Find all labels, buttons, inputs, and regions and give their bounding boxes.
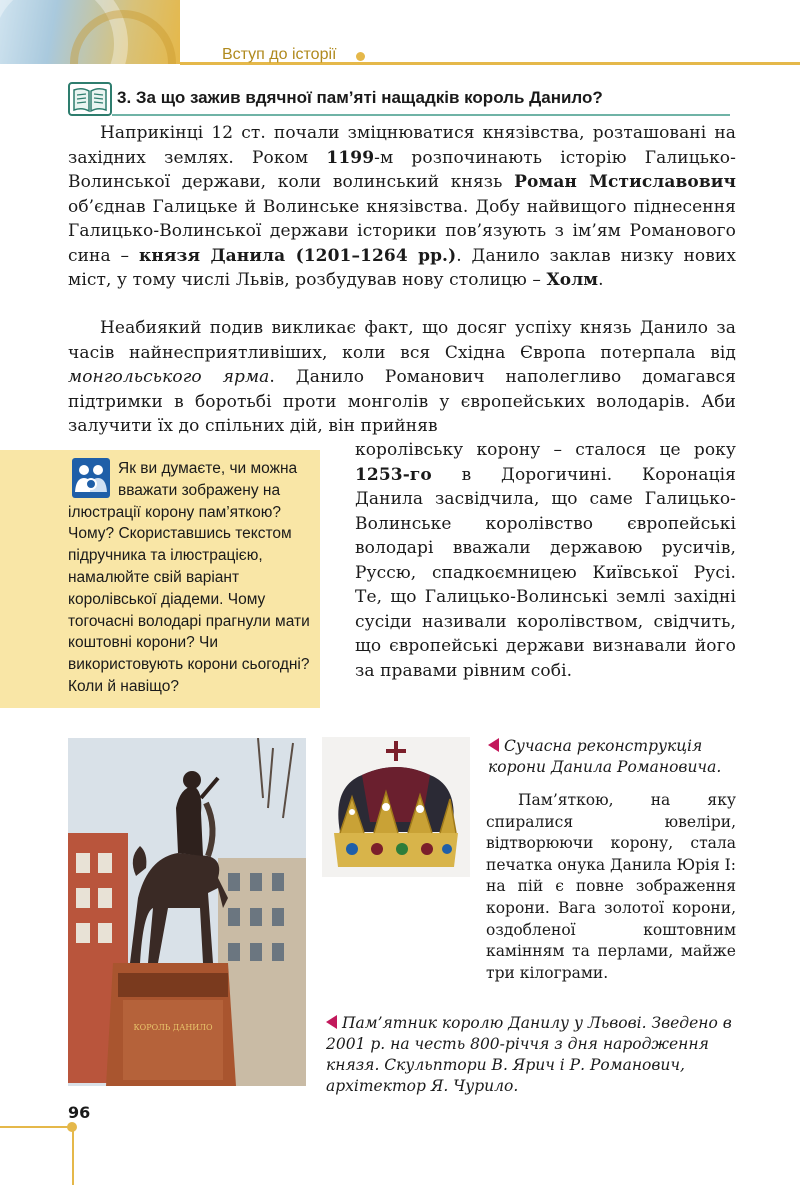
footer-rule <box>0 1126 74 1128</box>
question-text <box>68 458 318 698</box>
text-run: в Дорогичині. Коронація Данила засвідчила, що саме Галицько-Волинське королівство європейські володарі вважали державою русичів, Руссю, спадкоємницею Київської Русі. Те, що Галицько-Волинські землі західні сусіди називали королівством, свідчить, що європейські держави визнавали його за правами рівним собі. <box>355 464 736 681</box>
plinth-inscription: КОРОЛЬ ДАНИЛО <box>133 1023 213 1032</box>
text-run: -м розпочинають історію Галицько-Волинської держави, коли волинський князь <box>68 147 736 192</box>
book-icon <box>68 82 112 116</box>
header-dot <box>356 52 365 61</box>
crown-illustration <box>322 737 470 877</box>
crown-caption <box>488 736 748 778</box>
monument-photo <box>68 738 306 1086</box>
page-number: 96 <box>68 1103 91 1122</box>
crown-photo <box>322 737 470 877</box>
crown-caption-text: Сучасна реконструкція корони Данила Романовича. <box>488 737 722 776</box>
paragraph-2 <box>68 316 736 439</box>
monument-illustration <box>68 738 306 1086</box>
text-run: . Данило Романович наполегливо домагався підтримки в боротьбі проти монголів у європейських володарів. Аби залучити їх до спільних дій, він прийняв <box>68 367 737 436</box>
section-rule <box>112 114 730 116</box>
question-content: Як ви думаєте, чи можна вважати зображену на ілюстрації корону пам’яткою? Чому? Скориставшись текстом підручника та ілюстрацією, намалюйте свій варіант королівської діадеми. Чому тогочасні володарі прагнули мати коштовні корони? Чи використовують корони сьогодні? Коли й навіщо? <box>68 460 310 695</box>
corner-decoration <box>0 0 180 64</box>
paragraph-4 <box>486 790 736 984</box>
text-run: Пам’яткою, на яку спиралися ювеліри, відтворюючи корону, стала печатка онука Данила Юрія I: на пій є повне зображення корони. Вага золотої корони, оздобленої коштовним камінням та перлами, майже три кілограми. <box>486 791 737 982</box>
bold-term: 1253-го <box>355 464 432 485</box>
monument-caption-text: Пам’ятник королю Данилу у Львові. Зведено в 2001 р. на честь 800-річчя з дня народження князя. Скульптори В. Ярич і Р. Романович, архітектор Я. Чурило. <box>326 1014 732 1095</box>
text-run: . <box>598 270 604 290</box>
footer-dot <box>67 1122 77 1132</box>
bold-term: 1199 <box>326 147 375 168</box>
footer-rule-vertical <box>72 1128 74 1185</box>
text-run: королівську корону – сталося це року <box>355 440 736 460</box>
bold-term: Холм <box>546 270 599 290</box>
paragraph-1 <box>68 121 736 293</box>
bold-term: князя Данила (1201–1264 рр.) <box>138 245 457 266</box>
bold-term: Роман Мстиславович <box>514 172 736 192</box>
text-run: . Данило заклав низку нових міст, у тому числі Львів, розбудував нову столицю – <box>68 245 736 290</box>
text-run: об’єднав Галицьке й Волинське князівства. Добу найвищого піднесення Галицько-Волинської держави історики пов’язують з ім’ям Романового сина – <box>68 196 736 266</box>
monument-caption <box>326 1013 736 1097</box>
icon-spacer <box>68 458 118 500</box>
caption-arrow-icon <box>488 738 499 752</box>
caption-arrow-icon <box>326 1015 337 1029</box>
text-run: Наприкінці 12 ст. почали зміцнюватися князівства, розташовані на західних землях. Роком <box>68 123 736 168</box>
text-run: Неабиякий подив викликає факт, що досяг успіху князь Данило за часів найнесприятливіших, коли вся Східна Європа потерпала від <box>68 318 736 363</box>
italic-term: монгольського ярма <box>68 367 270 387</box>
paragraph-3 <box>355 438 736 683</box>
running-head: Вступ до історії <box>222 46 337 63</box>
section-title: 3. За що зажив вдячної пам’яті нащадків король Данило? <box>117 88 603 107</box>
